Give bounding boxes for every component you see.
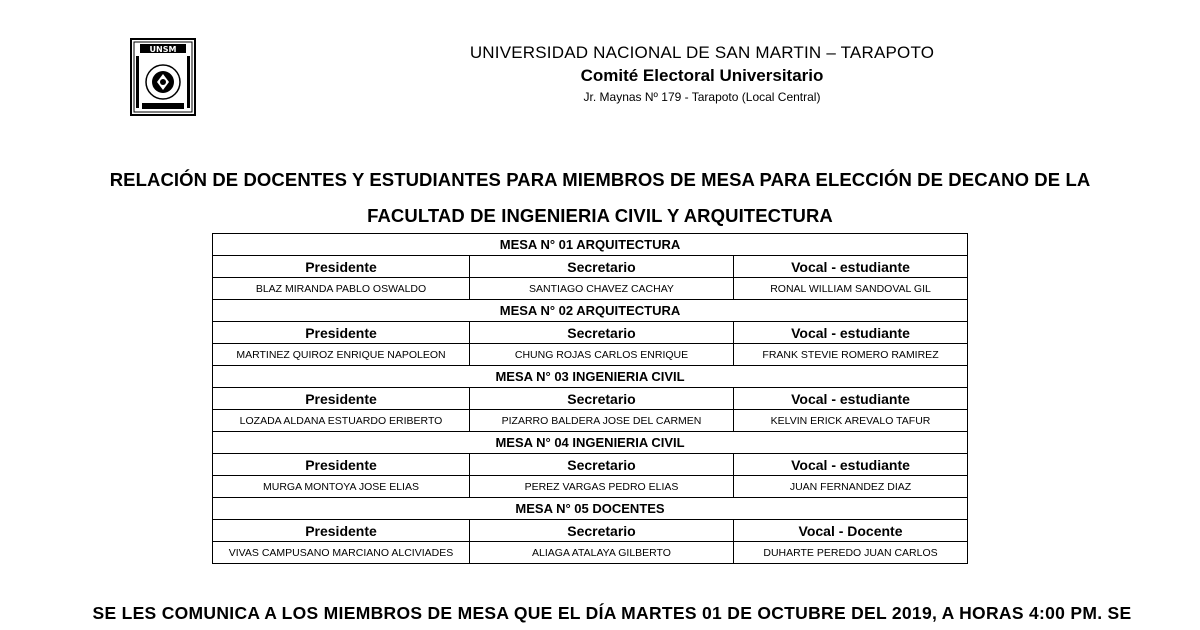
mesas-table [212,233,968,564]
members-row [213,476,968,498]
vocal-name: JUAN FERNANDEZ DIAZ [734,476,968,498]
header-vocal: Vocal - estudiante [734,388,968,410]
document-title [60,162,1140,234]
members-row [213,278,968,300]
members-row [213,344,968,366]
secretario-name: SANTIAGO CHAVEZ CACHAY [470,278,734,300]
header-presidente: Presidente [213,388,470,410]
header-vocal: Vocal - estudiante [734,322,968,344]
secretario-name: PIZARRO BALDERA JOSE DEL CARMEN [470,410,734,432]
presidente-name: LOZADA ALDANA ESTUARDO ERIBERTO [213,410,470,432]
mesa-title-row [213,498,968,520]
title-line-2: FACULTAD DE INGENIERIA CIVIL Y ARQUITECTURA [367,205,833,226]
mesa-title: MESA N° 05 DOCENTES [213,498,968,520]
header-presidente: Presidente [213,520,470,542]
members-row [213,542,968,564]
address-line: Jr. Maynas Nº 179 - Tarapoto (Local Central) [583,90,821,104]
vocal-name: RONAL WILLIAM SANDOVAL GIL [734,278,968,300]
header-presidente: Presidente [213,256,470,278]
column-header-row [213,388,968,410]
secretario-name: CHUNG ROJAS CARLOS ENRIQUE [470,344,734,366]
university-name: UNIVERSIDAD NACIONAL DE SAN MARTIN – TARAPOTO [469,43,935,62]
column-header-row [213,454,968,476]
svg-text:UNSM: UNSM [149,45,177,54]
secretario-name: ALIAGA ATALAYA GILBERTO [470,542,734,564]
header-secretario: Secretario [470,322,734,344]
header-vocal: Vocal - estudiante [734,256,968,278]
members-row [213,410,968,432]
mesa-title-row [213,366,968,388]
presidente-name: BLAZ MIRANDA PABLO OSWALDO [213,278,470,300]
presidente-name: MARTINEZ QUIROZ ENRIQUE NAPOLEON [213,344,470,366]
header-vocal: Vocal - Docente [734,520,968,542]
mesa-title-row [213,300,968,322]
header-secretario: Secretario [470,256,734,278]
notice-text: SE LES COMUNICA A LOS MIEMBROS DE MESA QUE EL DÍA MARTES 01 DE OCTUBRE DEL 2019, A HORAS 4:00 PM. SE [92,603,1132,623]
column-header-row [213,256,968,278]
header-secretario: Secretario [470,454,734,476]
mesa-title-row [213,234,968,256]
presidente-name: VIVAS CAMPUSANO MARCIANO ALCIVIADES [213,542,470,564]
column-header-row [213,322,968,344]
header-secretario: Secretario [470,388,734,410]
header-presidente: Presidente [213,322,470,344]
university-seal-logo [130,38,196,116]
vocal-name: FRANK STEVIE ROMERO RAMIREZ [734,344,968,366]
vocal-name: KELVIN ERICK AREVALO TAFUR [734,410,968,432]
header-vocal: Vocal - estudiante [734,454,968,476]
committee-name: Comité Electoral Universitario [580,66,824,85]
presidente-name: MURGA MONTOYA JOSE ELIAS [213,476,470,498]
mesa-title-row [213,432,968,454]
letterhead [300,42,1104,106]
vocal-name: DUHARTE PEREDO JUAN CARLOS [734,542,968,564]
mesa-title: MESA N° 04 INGENIERIA CIVIL [213,432,968,454]
header-secretario: Secretario [470,520,734,542]
mesa-title: MESA N° 02 ARQUITECTURA [213,300,968,322]
secretario-name: PEREZ VARGAS PEDRO ELIAS [470,476,734,498]
mesa-title: MESA N° 03 INGENIERIA CIVIL [213,366,968,388]
mesa-title: MESA N° 01 ARQUITECTURA [213,234,968,256]
title-line-1: RELACIÓN DE DOCENTES Y ESTUDIANTES PARA MIEMBROS DE MESA PARA ELECCIÓN DE DECANO DE LA [109,169,1091,190]
column-header-row [213,520,968,542]
header-presidente: Presidente [213,454,470,476]
